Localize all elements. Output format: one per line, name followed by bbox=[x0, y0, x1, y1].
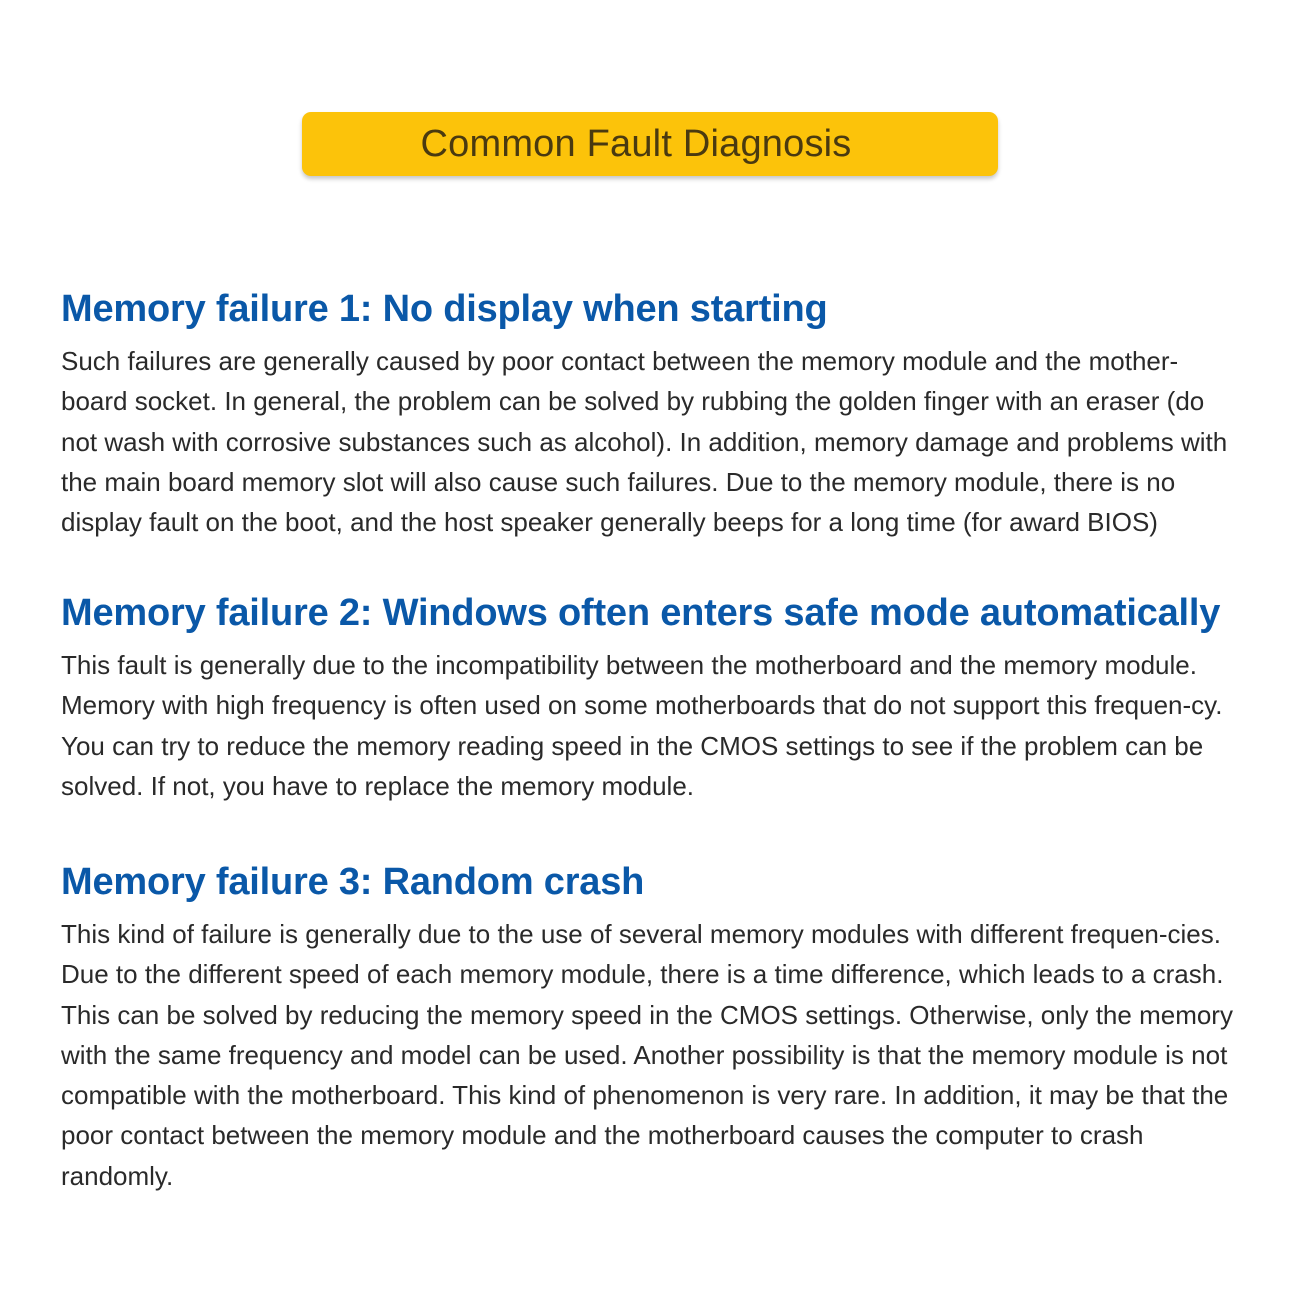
section-heading: Memory failure 1: No display when starting bbox=[61, 288, 828, 330]
section-body: Such failures are generally caused by poor contact between the memory module and the mother-board socket. In general, the problem can be solved by rubbing the golden finger with an eraser (do not wash with corrosive substances such as alcohol). In addition, memory damage and problems with the main board memory slot will also cause such failures. Due to the memory module, there is no display fault on the boot, and the host speaker generally beeps for a long time (for award BIOS) bbox=[61, 346, 1228, 538]
section-heading: Memory failure 2: Windows often enters safe mode automatically bbox=[61, 592, 1221, 634]
section-heading: Memory failure 3: Random crash bbox=[61, 861, 645, 903]
fault-section-2 bbox=[61, 591, 1241, 806]
fault-section-1 bbox=[61, 287, 1241, 542]
fault-section-3 bbox=[61, 860, 1241, 1196]
section-body: This fault is generally due to the incompatibility between the motherboard and the memory module. Memory with high frequency is often used on some motherboards that do not support this frequen-cy. You can try to reduce the memory reading speed in the CMOS settings to see if the problem can be solved. If not, you have to replace the memory module. bbox=[61, 650, 1223, 801]
title-banner bbox=[302, 112, 998, 176]
section-body: This kind of failure is generally due to the use of several memory modules with different frequen-cies. Due to the different speed of each memory module, there is a time difference, which leads to a crash. This can be solved by reducing the memory speed in the CMOS settings. Otherwise, only the memory with the same frequency and model can be used. Another possibility is that the memory module is not compatible with the motherboard. This kind of phenomenon is very rare. In addition, it may be that the poor contact between the memory module and the motherboard causes the computer to crash randomly. bbox=[61, 919, 1233, 1191]
page-title: Common Fault Diagnosis bbox=[420, 122, 852, 165]
